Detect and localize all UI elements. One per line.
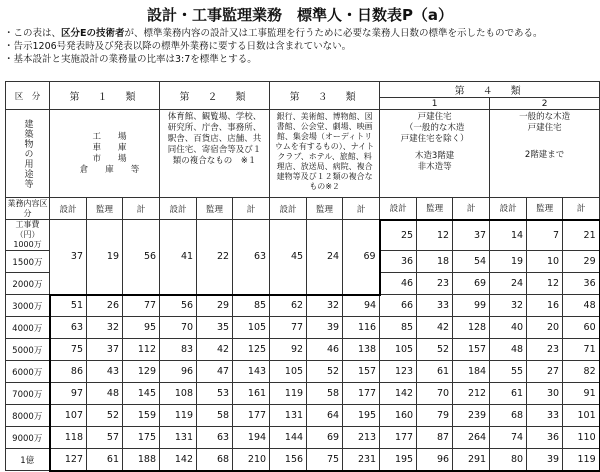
cell: 48: [490, 339, 527, 361]
cell: 33: [527, 405, 563, 427]
cell: 36: [380, 251, 417, 273]
cell: 24: [307, 220, 343, 295]
cell: 127: [50, 449, 87, 471]
cell: 19: [490, 251, 527, 273]
cell: 56: [123, 220, 160, 295]
cell: 85: [380, 317, 417, 339]
cell: 82: [563, 361, 600, 383]
col-header: 監理: [87, 198, 123, 220]
cell: 32: [87, 317, 123, 339]
class1-header: 第 １ 類: [50, 82, 160, 110]
cell: 105: [270, 361, 307, 383]
table-row: [6, 449, 600, 471]
cell: 142: [160, 449, 197, 471]
class3-header: 第 ３ 類: [270, 82, 380, 110]
cell: 77: [270, 317, 307, 339]
cell: 213: [343, 427, 380, 449]
class4-2-description: 一般的な木造 戸建住宅 2階建まで: [490, 110, 600, 198]
cell: 94: [343, 295, 380, 317]
standard-days-table: [5, 81, 600, 472]
col-header: 計: [233, 198, 270, 220]
table-row: [6, 339, 600, 361]
cell: 131: [270, 405, 307, 427]
cell: 239: [453, 405, 490, 427]
cell: 69: [453, 273, 490, 295]
col-header: 監理: [197, 198, 233, 220]
cell: 108: [160, 383, 197, 405]
cell: 70: [160, 317, 197, 339]
cost-label: 7000万: [6, 383, 50, 405]
note-line: ・基本設計と実施設計の業務量の比率は3:7を標準とする。: [4, 54, 257, 66]
table-row: [6, 220, 600, 251]
cell: 39: [307, 317, 343, 339]
class4-1-description: 戸建住宅 （一般的な木造 戸建住宅を除く） 木造3階建 非木造等: [380, 110, 490, 198]
cell: 129: [123, 361, 160, 383]
cost-label: 6000万: [6, 361, 50, 383]
kubun-header: 区 分: [6, 82, 50, 110]
cell: 194: [233, 427, 270, 449]
cell: 61: [490, 383, 527, 405]
cell: 37: [453, 220, 490, 251]
cell: 83: [160, 339, 197, 361]
cell: 157: [453, 339, 490, 361]
cell: 264: [453, 427, 490, 449]
cell: 119: [160, 405, 197, 427]
cell: 144: [270, 427, 307, 449]
cost-label: 工事費（円） 1000万: [6, 220, 50, 251]
cell: 145: [123, 383, 160, 405]
col-header: 設計: [270, 198, 307, 220]
cell: 58: [197, 405, 233, 427]
cell: 195: [343, 405, 380, 427]
cell: 77: [123, 295, 160, 317]
col-header: 設計: [490, 198, 527, 220]
cell: 177: [233, 405, 270, 427]
col-header: 設計: [50, 198, 87, 220]
cell: 39: [527, 449, 563, 471]
cell: 63: [50, 317, 87, 339]
cell: 48: [563, 295, 600, 317]
cost-label: 1500万: [6, 251, 50, 273]
cell: 71: [563, 339, 600, 361]
cell: 10: [527, 251, 563, 273]
note-line: ・告示1206号発表時及び発表以降の標準外業務に要する日数は含まれていない。: [4, 41, 352, 53]
col-header: 計: [563, 198, 600, 220]
col-header: 監理: [527, 198, 563, 220]
cell: 61: [87, 449, 123, 471]
cell: 54: [453, 251, 490, 273]
cell: 80: [490, 449, 527, 471]
building-use-label: 建築物の用途等: [6, 110, 50, 198]
cell: 29: [197, 295, 233, 317]
col-header: 計: [343, 198, 380, 220]
cell: 7: [527, 220, 563, 251]
col-header: 計: [453, 198, 490, 220]
cell: 63: [197, 427, 233, 449]
cell: 116: [343, 317, 380, 339]
class2-header: 第 ２ 類: [160, 82, 270, 110]
cell: 52: [87, 405, 123, 427]
cell: 14: [490, 220, 527, 251]
cell: 23: [527, 339, 563, 361]
cell: 68: [490, 405, 527, 427]
class2-description: 体育館、観覧場、学校、研究所、庁舎、事務所、駅舎、百貨店、店舗、共同住宅、寄宿舎等及び１類の複合なもの ※１: [160, 110, 270, 198]
cell: 291: [453, 449, 490, 471]
cell: 123: [380, 361, 417, 383]
class4-header: 第 ４ 類: [380, 82, 600, 98]
cell: 79: [417, 405, 453, 427]
class1-description: 工 場 車 庫 市 場 倉 庫 等: [50, 110, 160, 198]
cell: 91: [563, 383, 600, 405]
cell: 143: [233, 361, 270, 383]
cell: 231: [343, 449, 380, 471]
note-line: ・この表は、区分Eの技術者が、標準業務内容の設計又は工事監理を行うために必要な業務人日数の標準を示したものである。: [4, 28, 543, 39]
staff-label: 業務内容区分: [7, 198, 48, 218]
cell: 19: [87, 220, 123, 295]
cell: 57: [87, 427, 123, 449]
cell: 68: [197, 449, 233, 471]
col-header: 計: [123, 198, 160, 220]
cell: 37: [87, 339, 123, 361]
cell: 75: [50, 339, 87, 361]
cell: 96: [417, 449, 453, 471]
cell: 85: [233, 295, 270, 317]
cell: 33: [417, 295, 453, 317]
cell: 157: [343, 361, 380, 383]
cell: 30: [527, 383, 563, 405]
cell: 51: [50, 295, 87, 317]
table-row: [6, 317, 600, 339]
cell: 32: [307, 295, 343, 317]
cost-label: 5000万: [6, 339, 50, 361]
cell: 87: [417, 427, 453, 449]
cell: 125: [233, 339, 270, 361]
cost-label: 1億: [6, 449, 50, 471]
cell: 110: [563, 427, 600, 449]
cell: 119: [563, 449, 600, 471]
cell: 37: [50, 220, 87, 295]
col-header: 監理: [417, 198, 453, 220]
cell: 195: [380, 449, 417, 471]
cell: 64: [307, 405, 343, 427]
table-row: [6, 405, 600, 427]
cell: 12: [527, 273, 563, 295]
cell: 160: [380, 405, 417, 427]
cell: 41: [160, 220, 197, 295]
cost-label: 2000万: [6, 273, 50, 295]
cell: 22: [197, 220, 233, 295]
cell: 55: [490, 361, 527, 383]
cell: 42: [417, 317, 453, 339]
cell: 97: [50, 383, 87, 405]
cost-label: 3000万: [6, 295, 50, 317]
cell: 36: [527, 427, 563, 449]
cell: 177: [343, 383, 380, 405]
cell: 69: [307, 427, 343, 449]
cell: 92: [270, 339, 307, 361]
cell: 74: [490, 427, 527, 449]
cost-label: 8000万: [6, 405, 50, 427]
cell: 24: [490, 273, 527, 295]
cell: 42: [197, 339, 233, 361]
cell: 61: [417, 361, 453, 383]
table-row: [6, 427, 600, 449]
cell: 159: [123, 405, 160, 427]
cell: 95: [123, 317, 160, 339]
cell: 32: [490, 295, 527, 317]
cell: 21: [563, 220, 600, 251]
cell: 47: [197, 361, 233, 383]
cell: 52: [307, 361, 343, 383]
cell: 99: [453, 295, 490, 317]
cell: 96: [160, 361, 197, 383]
cell: 107: [50, 405, 87, 427]
cell: 45: [270, 220, 307, 295]
cell: 128: [453, 317, 490, 339]
page-title: 設計・工事監理業務 標準人・日数表P（a）: [146, 6, 454, 24]
class3-description: 銀行、美術館、博物館、図書館、公会堂、劇場、映画館、集会場（オーディトリウムを有するもの）、ナイトクラブ、ホテル、旅館、料理店、放送局、病院、複合建物等及び１２類の複合なもの※２: [270, 110, 380, 198]
cell: 70: [417, 383, 453, 405]
cell: 101: [563, 405, 600, 427]
cell: 105: [380, 339, 417, 361]
cell: 210: [233, 449, 270, 471]
cell: 142: [380, 383, 417, 405]
cell: 60: [563, 317, 600, 339]
table-row: [6, 295, 600, 317]
cell: 36: [563, 273, 600, 295]
cell: 161: [233, 383, 270, 405]
cell: 23: [417, 273, 453, 295]
cell: 184: [453, 361, 490, 383]
cell: 46: [380, 273, 417, 295]
col-header: 監理: [307, 198, 343, 220]
cell: 48: [87, 383, 123, 405]
cell: 212: [453, 383, 490, 405]
cell: 53: [197, 383, 233, 405]
cell: 46: [307, 339, 343, 361]
cell: 177: [380, 427, 417, 449]
col-header: 設計: [160, 198, 197, 220]
cell: 188: [123, 449, 160, 471]
cell: 27: [527, 361, 563, 383]
cell: 175: [123, 427, 160, 449]
cell: 20: [527, 317, 563, 339]
cell: 118: [50, 427, 87, 449]
cell: 58: [307, 383, 343, 405]
cell: 69: [343, 220, 380, 295]
cell: 43: [87, 361, 123, 383]
cell: 56: [160, 295, 197, 317]
cell: 156: [270, 449, 307, 471]
cost-label: 4000万: [6, 317, 50, 339]
cell: 40: [490, 317, 527, 339]
cell: 75: [307, 449, 343, 471]
notes: [4, 27, 598, 67]
cell: 16: [527, 295, 563, 317]
class4-sub1-header: 1: [380, 98, 490, 110]
cell: 105: [233, 317, 270, 339]
cost-label: 9000万: [6, 427, 50, 449]
cell: 35: [197, 317, 233, 339]
cell: 12: [417, 220, 453, 251]
cell: 138: [343, 339, 380, 361]
cell: 29: [563, 251, 600, 273]
cell: 63: [233, 220, 270, 295]
class4-sub2-header: 2: [490, 98, 600, 110]
cell: 18: [417, 251, 453, 273]
col-header: 設計: [380, 198, 417, 220]
cell: 66: [380, 295, 417, 317]
cell: 112: [123, 339, 160, 361]
table-row: [6, 361, 600, 383]
cell: 52: [417, 339, 453, 361]
cell: 86: [50, 361, 87, 383]
cell: 26: [87, 295, 123, 317]
cell: 62: [270, 295, 307, 317]
cell: 119: [270, 383, 307, 405]
cell: 25: [380, 220, 417, 251]
cell: 131: [160, 427, 197, 449]
table-row: [6, 383, 600, 405]
